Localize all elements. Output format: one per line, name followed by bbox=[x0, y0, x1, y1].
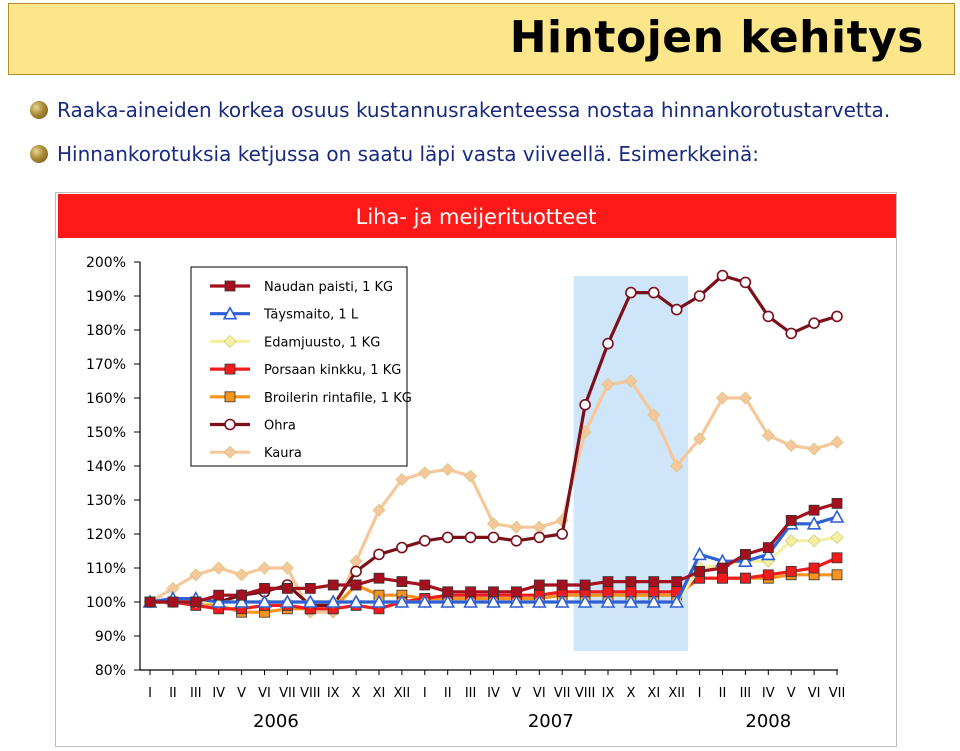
legend-label: Naudan paisti, 1 KG bbox=[264, 280, 394, 295]
data-point bbox=[763, 570, 773, 580]
data-point bbox=[786, 328, 796, 338]
data-point bbox=[649, 577, 659, 587]
x-tick-label: V bbox=[237, 686, 247, 701]
data-point bbox=[717, 392, 729, 404]
year-label: 2008 bbox=[745, 711, 792, 732]
y-tick-label: 100% bbox=[85, 595, 126, 611]
legend-swatch-marker bbox=[225, 392, 235, 402]
data-point bbox=[466, 587, 476, 597]
data-point bbox=[809, 505, 819, 515]
x-tick-label: VI bbox=[532, 686, 546, 701]
data-point bbox=[786, 515, 796, 525]
data-point bbox=[213, 562, 225, 574]
x-tick-label: X bbox=[351, 686, 361, 701]
data-point bbox=[466, 532, 476, 542]
series-1 bbox=[145, 498, 842, 607]
data-point bbox=[489, 532, 499, 542]
data-point bbox=[808, 535, 820, 547]
data-point bbox=[763, 311, 773, 321]
x-tick-label: VIII bbox=[574, 686, 596, 701]
data-point bbox=[465, 470, 477, 482]
data-point bbox=[534, 580, 544, 590]
x-tick-label: VII bbox=[828, 686, 846, 701]
y-tick-label: 190% bbox=[85, 289, 126, 305]
data-point bbox=[832, 311, 842, 321]
x-tick-label: XI bbox=[372, 686, 386, 701]
data-point bbox=[832, 498, 842, 508]
data-point bbox=[350, 555, 362, 567]
x-tick-label: III bbox=[739, 686, 752, 701]
x-tick-label: XII bbox=[393, 686, 411, 701]
legend-label: Ohra bbox=[264, 418, 296, 434]
data-point bbox=[328, 580, 338, 590]
data-point bbox=[580, 580, 590, 590]
data-point bbox=[534, 532, 544, 542]
data-point bbox=[695, 566, 705, 576]
y-tick-label: 160% bbox=[85, 391, 126, 407]
data-point bbox=[557, 580, 567, 590]
data-point bbox=[214, 590, 224, 600]
data-point bbox=[603, 577, 613, 587]
legend-swatch-marker bbox=[225, 364, 235, 374]
data-point bbox=[786, 566, 796, 576]
data-point bbox=[718, 563, 728, 573]
x-tick-label: VIII bbox=[300, 686, 321, 701]
x-tick-label: VI bbox=[258, 686, 271, 701]
x-tick-label: V bbox=[511, 686, 521, 701]
data-point bbox=[259, 562, 271, 574]
legend-label: Edamjuusto, 1 KG bbox=[264, 335, 381, 351]
data-point bbox=[374, 549, 384, 559]
x-tick-label: III bbox=[464, 686, 477, 701]
data-point bbox=[809, 563, 819, 573]
data-point bbox=[580, 400, 590, 410]
x-tick-label: VII bbox=[553, 686, 571, 701]
chart-title: Liha- ja meijerituotteet bbox=[355, 205, 597, 229]
data-point bbox=[763, 543, 773, 553]
x-tick-label: IX bbox=[601, 686, 615, 701]
y-tick-label: 110% bbox=[85, 561, 126, 577]
data-point bbox=[740, 549, 750, 559]
data-point bbox=[511, 536, 521, 546]
data-point bbox=[672, 577, 682, 587]
data-point bbox=[672, 305, 682, 315]
data-point bbox=[533, 521, 545, 533]
data-point bbox=[694, 548, 706, 559]
x-tick-label: I bbox=[422, 686, 427, 701]
bullet-text: Hinnankorotuksia ketjussa on saatu läpi vasta viiveellä. Esimerkkeinä: bbox=[57, 142, 759, 166]
year-label: 2007 bbox=[527, 711, 574, 732]
data-point bbox=[260, 583, 270, 593]
legend-label: Porsaan kinkku, 1 KG bbox=[264, 363, 402, 379]
data-point bbox=[832, 570, 842, 580]
legend-label: Kaura bbox=[264, 446, 302, 462]
data-point bbox=[626, 288, 636, 298]
y-tick-label: 130% bbox=[85, 493, 126, 509]
data-point bbox=[808, 443, 820, 455]
data-point bbox=[626, 577, 636, 587]
data-point bbox=[168, 597, 178, 607]
x-tick-label: VII bbox=[279, 686, 296, 701]
data-point bbox=[488, 518, 500, 530]
x-tick-label: III bbox=[190, 686, 202, 701]
x-tick-label: IV bbox=[212, 686, 226, 701]
data-point bbox=[237, 590, 247, 600]
x-tick-label: II bbox=[718, 686, 727, 701]
data-point bbox=[510, 521, 522, 533]
data-point bbox=[831, 436, 843, 448]
data-point bbox=[282, 583, 292, 593]
data-point bbox=[351, 566, 361, 576]
data-point bbox=[603, 339, 613, 349]
data-point bbox=[443, 532, 453, 542]
data-point bbox=[718, 271, 728, 281]
y-tick-label: 120% bbox=[85, 527, 126, 543]
data-point bbox=[695, 291, 705, 301]
x-tick-label: X bbox=[626, 686, 636, 701]
data-point bbox=[740, 277, 750, 287]
data-point bbox=[236, 569, 248, 581]
y-tick-label: 140% bbox=[85, 459, 126, 475]
x-tick-label: IV bbox=[487, 686, 500, 701]
data-point bbox=[809, 318, 819, 328]
data-point bbox=[419, 467, 431, 479]
y-tick-label: 200% bbox=[85, 255, 126, 271]
data-point bbox=[718, 573, 728, 583]
x-tick-label: XII bbox=[668, 686, 685, 701]
x-tick-label: VI bbox=[807, 686, 821, 701]
data-point bbox=[740, 573, 750, 583]
data-point bbox=[649, 288, 659, 298]
data-point bbox=[489, 587, 499, 597]
legend-swatch-marker bbox=[225, 420, 235, 430]
data-point bbox=[557, 529, 567, 539]
y-tick-label: 90% bbox=[94, 629, 126, 645]
y-tick-label: 150% bbox=[85, 425, 126, 441]
data-point bbox=[785, 440, 797, 452]
data-point bbox=[831, 511, 843, 522]
data-point bbox=[145, 597, 155, 607]
year-label: 2006 bbox=[253, 711, 299, 732]
data-point bbox=[305, 583, 315, 593]
y-tick-label: 180% bbox=[85, 323, 126, 339]
x-tick-label: IV bbox=[761, 686, 775, 701]
y-tick-label: 170% bbox=[85, 357, 126, 373]
data-point bbox=[420, 580, 430, 590]
data-point bbox=[443, 587, 453, 597]
x-tick-label: V bbox=[786, 686, 796, 701]
data-point bbox=[511, 587, 521, 597]
legend-label: Broilerin rintafile, 1 KG bbox=[264, 390, 412, 406]
data-point bbox=[442, 463, 454, 475]
y-tick-label: 80% bbox=[94, 663, 126, 679]
data-point bbox=[420, 536, 430, 546]
x-tick-label: II bbox=[443, 686, 452, 701]
x-tick-label: IX bbox=[326, 686, 340, 701]
data-point bbox=[191, 597, 201, 607]
bullet-text: Raaka-aineiden korkea osuus kustannusrakenteessa nostaa hinnankorotustarvetta. bbox=[57, 98, 891, 122]
x-tick-label: XI bbox=[647, 686, 661, 701]
x-tick-label: II bbox=[169, 686, 177, 701]
data-point bbox=[351, 580, 361, 590]
legend-swatch-marker bbox=[225, 281, 235, 291]
data-point bbox=[281, 562, 293, 574]
data-point bbox=[397, 577, 407, 587]
page-title: Hintojen kehitys bbox=[509, 12, 924, 63]
x-tick-label: I bbox=[148, 686, 152, 701]
x-tick-label: I bbox=[697, 686, 702, 701]
data-point bbox=[832, 553, 842, 563]
data-point bbox=[374, 573, 384, 583]
data-point bbox=[397, 543, 407, 553]
data-point bbox=[831, 531, 843, 543]
legend-label: Täysmaito, 1 L bbox=[264, 307, 359, 323]
